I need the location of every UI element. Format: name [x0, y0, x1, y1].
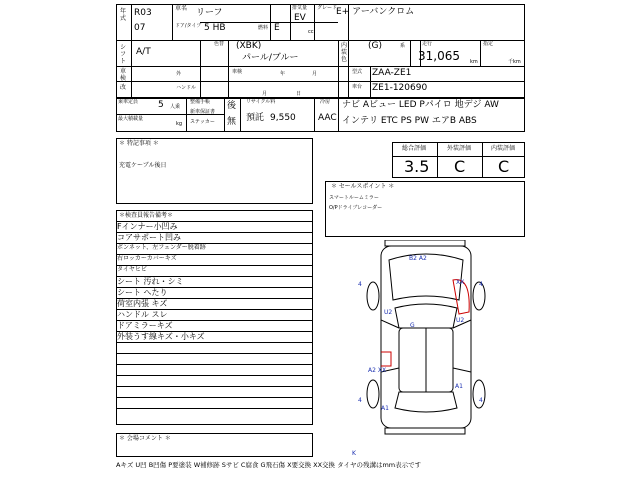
inspection-label: 車検: [232, 69, 243, 75]
venue-comment-title: ＊ 会場コメント ＊: [119, 435, 171, 442]
overall-rating: 3.5: [404, 157, 430, 176]
sales-point-1: スマートルームミラー: [329, 195, 379, 201]
inspector-note: Fインナー小凹み: [117, 222, 178, 231]
special-notes-box: [116, 138, 313, 204]
inspection-month-label: 月: [312, 71, 318, 77]
ac-value: AAC: [318, 113, 337, 123]
ac-label: 冷房: [320, 99, 331, 105]
inspector-notes-title: ＊検査員報告備考＊: [119, 212, 174, 219]
inspector-note: ハンドル スレ: [117, 310, 168, 319]
type-label: 型式: [352, 69, 363, 75]
capacity-label: 乗車定員: [118, 99, 139, 105]
label-k: K: [352, 450, 356, 457]
recycle-status: 預託: [246, 113, 265, 123]
interior-label: 内装評価: [491, 145, 516, 152]
damage-legend: Aキズ U凹 B凹傷 P要塗装 W補修跡 Sサビ C腐食 G飛石傷 X要交換 XX交換 タイヤの残溝はmm表示です: [116, 461, 422, 469]
label-a1-right: A1: [455, 383, 463, 390]
interior-rating: C: [498, 157, 510, 176]
tire-front-left: [367, 282, 379, 310]
label-u2-left: U2: [384, 309, 393, 316]
door-count: 07: [134, 23, 146, 33]
car-damage-diagram: [345, 240, 505, 462]
tire-depth-rl: 4: [358, 397, 362, 404]
label-g: G: [410, 322, 415, 329]
shift-value: A/T: [136, 47, 151, 57]
overall-label: 総合評価: [402, 145, 427, 152]
inspector-note: 外装うす線キズ・小キズ: [117, 332, 205, 341]
fuel-type-label: 燃料: [258, 25, 269, 31]
inspector-note: 荷室内張 キズ: [117, 299, 168, 308]
equipment-line-2: インテリ ETC PS PW エアB ABS: [342, 116, 477, 126]
grade-label: グレード: [317, 5, 338, 11]
sales-point-2: O/Pドライブレコーダー: [329, 205, 383, 211]
recycle-label: リサイクル料: [246, 99, 276, 105]
inspector-note: シート 汚れ・シミ: [117, 277, 184, 286]
month-label: 月: [262, 91, 268, 97]
fuel-value: EV: [294, 13, 306, 23]
label-u2-right: U2: [456, 317, 465, 324]
day-label: 日: [296, 91, 302, 97]
cc-label: cc: [308, 29, 314, 35]
load-label: 最大積載量: [118, 116, 144, 122]
label-xx-right: XX: [456, 279, 465, 286]
label-a2-xx: A2 XX: [368, 367, 387, 374]
fuel-type-value: E: [274, 23, 280, 33]
after-mark: 後: [227, 101, 237, 111]
tire-depth-fr: 4: [479, 281, 483, 288]
color-code: (XBK): [236, 41, 262, 51]
warranty-label: 新車保証書: [190, 109, 216, 115]
inspection-year-label: 年: [280, 71, 286, 77]
model-label: 車名: [175, 5, 188, 12]
color-label: 色替: [214, 41, 225, 47]
inner-color-value: (G): [368, 41, 382, 51]
mileage-label: 走行: [422, 41, 433, 47]
rear-left-mark: [381, 352, 391, 366]
load-unit: kg: [176, 121, 183, 127]
body-label: ドア/タイプ: [175, 23, 202, 29]
inspector-note: シート へたり: [117, 288, 168, 297]
label-a1-bottom: A1: [381, 405, 389, 412]
tire-depth-rr: 4: [479, 397, 483, 404]
chassis-label: 車台: [352, 84, 363, 90]
exterior-rating: C: [454, 157, 466, 176]
inspector-note: タイヤヒビ: [117, 266, 147, 273]
type-value: ZAA-ZE1: [372, 68, 412, 78]
tire-depth-fl: 4: [358, 281, 362, 288]
none-mark: 無: [227, 117, 237, 127]
capacity-value: 5: [158, 100, 164, 110]
model-year: R03: [134, 8, 152, 18]
label-b2-a2: B2 A2: [409, 255, 427, 262]
prev-use-label: 外: [176, 71, 182, 77]
equipment-line-1: ナビ Aビュー LED Pパイロ 地デジ AW: [342, 100, 499, 110]
recycle-amount: 9,550: [270, 113, 296, 123]
sales-points-title: ＊ セールスポイント ＊: [331, 183, 395, 190]
capacity-unit: 人乗: [170, 104, 181, 110]
inspector-note: コアサポート凹み: [117, 233, 181, 242]
sticker-label: ステッカー: [190, 119, 215, 125]
tire-rear-left: [367, 380, 379, 408]
body-type: 5 HB: [204, 23, 226, 33]
grade-value: E+ アーバンクロム: [336, 7, 415, 17]
mileage-unit-2: 千km: [508, 59, 521, 65]
handle-label: ハンドル: [176, 85, 197, 91]
car-windshield: [395, 304, 457, 328]
fuel-label: 排気量: [292, 5, 308, 11]
special-notes-title: ＊ 特記事項 ＊: [119, 140, 159, 147]
inner-color-suffix: 系: [400, 43, 406, 49]
inspector-note: ドアミラーキズ: [117, 321, 173, 330]
inner-color-label: 内装色: [340, 42, 347, 63]
exterior-label: 外装評価: [447, 145, 472, 152]
mileage-value: 31,065: [418, 49, 460, 63]
maintenance-label: 整備手帳: [190, 99, 211, 105]
inspector-note: 右ロッカーカバーキズ: [117, 255, 177, 262]
mileage-unit: km: [470, 59, 478, 65]
chassis-value: ZE1-120690: [372, 83, 428, 93]
inspector-note: ボンネット、左フェンダー脱着跡: [117, 244, 206, 251]
special-notes-text: 充電ケーブル後日: [119, 162, 167, 169]
car-rear-window: [395, 392, 457, 412]
color-name: パール/ブルー: [242, 53, 299, 63]
model-name: リーフ: [196, 8, 223, 18]
header-grid: [116, 4, 525, 98]
